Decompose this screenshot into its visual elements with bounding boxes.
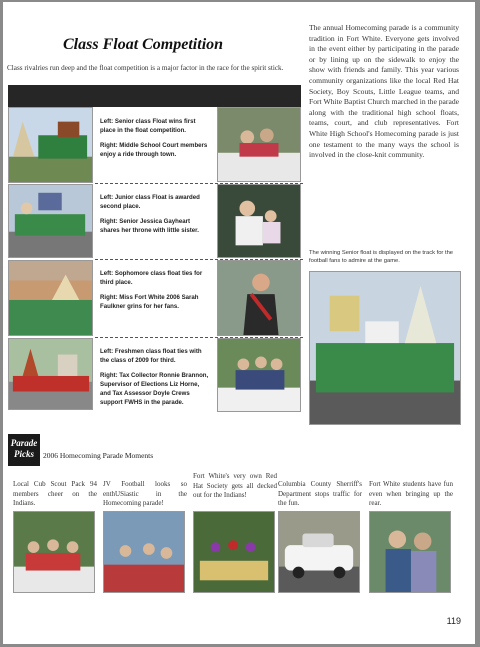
intro-paragraph: The annual Homecoming parade is a community tradition in Fort White. Everyone gets involved in the event either by participating in the parade or by lining up on the sidewalk to enjoy the show with friends and family. This year various community organizations like the local Red Hat Society, Boy Scouts, Little League teams, and Fort White Baptist Church marched in the parade along with the traditional high school floats, teams, court, and club representatives. Fort White High School's Homecoming parade is just one testament to the many ways the school is involved in the close-knit community.: [309, 23, 459, 160]
photo-jv-football: [103, 511, 185, 593]
moment-caption-5: Fort White students have fun even when bringing up the rear.: [369, 480, 453, 507]
caption-left-1: Left: Senior class Float wins first place in the float competition.: [100, 118, 196, 134]
winner-caption: The winning Senior float is displayed on the track for the football fans to admire at the game.: [309, 250, 454, 264]
photo-red-hat-society: [193, 511, 275, 593]
photo-sheriff-car: [278, 511, 360, 593]
photo-freshmen-float: [8, 338, 93, 410]
photo-sarah-faulkner: [217, 260, 301, 336]
moment-caption-1: Local Cub Scout Pack 94 members cheer on the Indians.: [13, 480, 97, 507]
photo-winning-senior-float: [309, 271, 461, 425]
caption-block-1: [95, 113, 215, 183]
photo-jessica-gayheart: [217, 184, 301, 258]
caption-left-2: Left: Junior class Float is awarded second place.: [100, 194, 200, 210]
photo-sophomore-float: [8, 260, 93, 336]
photo-cub-scouts: [13, 511, 95, 593]
photo-junior-float: [8, 184, 93, 258]
caption-right-4: Right: Tax Collector Ronnie Brannon, Supervisor of Elections Liz Horne, and Tax Assessor Doyle Crews support FWHS in the parade.: [100, 372, 209, 406]
caption-block-2: [95, 189, 215, 259]
moment-caption-3: Fort White's very own Red Hat Society gets all decked out for the Indians!: [193, 472, 277, 499]
photo-county-officials: [217, 338, 301, 412]
moment-caption-4: Columbia County Sherriff's Department stops traffic for the fun.: [278, 480, 362, 507]
logo-line-2: Picks: [14, 449, 34, 459]
header-band: [8, 85, 301, 107]
caption-left-3: Left: Sophomore class float ties for third place.: [100, 270, 203, 286]
page-title: Class Float Competition: [63, 36, 224, 53]
caption-right-3: Right: Miss Fort White 2006 Sarah Faulkner grins for her fans.: [100, 294, 199, 310]
parade-moments-heading: 2006 Homecoming Parade Moments: [43, 451, 154, 460]
caption-block-4: [95, 343, 215, 427]
moment-caption-2: JV Football looks so enthUSiastic in the Homecoming parade!: [103, 480, 187, 507]
caption-left-4: Left: Freshmen class float ties with the class of 2009 for third.: [100, 348, 202, 364]
yearbook-page: [3, 2, 475, 644]
photo-senior-float: [8, 107, 93, 183]
photo-middle-school-court: [217, 107, 301, 182]
page-number: 119: [446, 616, 461, 626]
page-subtitle: Class rivalries run deep and the float competition is a major factor in the race for the spirit stick.: [7, 64, 284, 72]
caption-block-3: [95, 265, 215, 337]
caption-right-1: Right: Middle School Court members enjoy a ride through town.: [100, 142, 208, 158]
photo-students-rear: [369, 511, 451, 593]
parade-picks-logo: [8, 434, 40, 466]
caption-right-2: Right: Senior Jessica Gayheart shares her throne with little sister.: [100, 218, 199, 234]
logo-line-1: Parade: [10, 438, 38, 448]
